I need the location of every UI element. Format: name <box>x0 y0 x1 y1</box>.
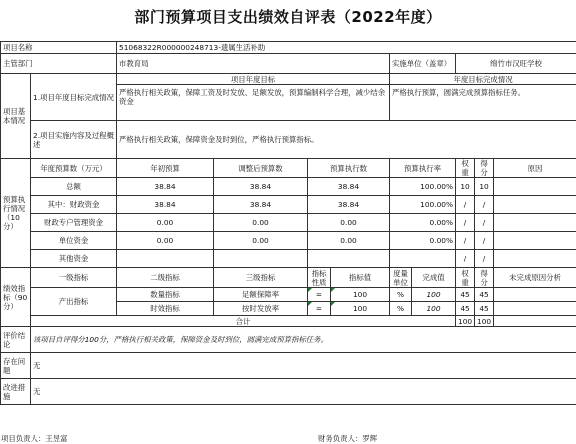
budget-executed: 38.84 <box>308 196 390 214</box>
dept-label: 主管部门 <box>1 54 117 74</box>
overview-row1-label: 1.项目年度目标完成情况 <box>31 74 117 121</box>
budget-row <box>1 214 576 232</box>
overview-section-label: 项目基本情况 <box>1 74 31 159</box>
budget-initial <box>117 250 214 268</box>
budget-rate: 100.00% <box>390 196 456 214</box>
perf-unit: % <box>390 302 412 316</box>
perf-header-level3: 三级指标 <box>214 268 308 288</box>
perf-done: 100 <box>412 302 456 316</box>
budget-row-label: 其他资金 <box>31 250 117 268</box>
budget-header-weight: 权重 <box>456 159 475 178</box>
perf-header-weight: 权重 <box>456 268 475 288</box>
budget-score: / <box>475 214 494 232</box>
budget-adjusted: 38.84 <box>214 178 308 196</box>
perf-score: 45 <box>475 288 494 302</box>
improve-label: 改进措施 <box>1 379 31 405</box>
perf-level2: 时效指标 <box>117 302 214 316</box>
perf-header-level1: 一级指标 <box>31 268 117 288</box>
budget-rate: 0.00% <box>390 214 456 232</box>
project-name-value: 51068322R000000248713-遗属生活补助 <box>117 42 576 54</box>
budget-executed: 38.84 <box>308 178 390 196</box>
total-reason <box>494 316 576 327</box>
finance-lead: 财务负责人：罗辉 <box>318 434 378 443</box>
issues-label: 存在问题 <box>1 353 31 379</box>
budget-initial: 38.84 <box>117 196 214 214</box>
unit-label: 实施单位（盖章） <box>390 54 456 74</box>
perf-value: 100 <box>331 302 390 316</box>
budget-header-initial: 年初预算 <box>117 159 214 178</box>
budget-header-score: 得分 <box>475 159 494 178</box>
budget-section-label: 预算执行情况（10分） <box>1 159 31 268</box>
budget-score: / <box>475 196 494 214</box>
total-score: 100 <box>475 316 494 327</box>
conclusion-label: 评价结论 <box>1 327 31 353</box>
overview-row1-status: 严格执行预算，圆满完成预算指标任务。 <box>390 85 576 121</box>
budget-score: / <box>475 250 494 268</box>
budget-initial: 0.00 <box>117 214 214 232</box>
perf-header-reason: 未完成原因分析 <box>494 268 576 288</box>
budget-rate: 0.00% <box>390 232 456 250</box>
budget-weight: / <box>456 232 475 250</box>
budget-row <box>1 178 576 196</box>
budget-weight: / <box>456 214 475 232</box>
budget-executed <box>308 250 390 268</box>
perf-header-value: 指标值 <box>331 268 390 288</box>
budget-adjusted: 0.00 <box>214 232 308 250</box>
perf-level3: 按时发放率 <box>214 302 308 316</box>
perf-header-nature: 指标性质 <box>308 268 331 288</box>
perf-weight: 45 <box>456 288 475 302</box>
overview-status-header: 年度目标完成情况 <box>390 74 576 85</box>
perf-row <box>1 288 576 302</box>
budget-initial: 38.84 <box>117 178 214 196</box>
conclusion-text: 该项目自评得分100分，严格执行相关政策，保障资金及时到位，圆满完成预算指标任务。 <box>31 327 576 353</box>
budget-reason <box>494 196 576 214</box>
budget-reason <box>494 232 576 250</box>
perf-level3: 足额保障率 <box>214 288 308 302</box>
perf-weight: 45 <box>456 302 475 316</box>
budget-adjusted: 0.00 <box>214 214 308 232</box>
perf-level2: 数量指标 <box>117 288 214 302</box>
perf-reason <box>494 288 576 302</box>
perf-value: 100 <box>331 288 390 302</box>
budget-initial: 0.00 <box>117 232 214 250</box>
budget-score: / <box>475 232 494 250</box>
project-lead: 项目负责人：王昱富 <box>1 434 68 443</box>
page-title: 部门预算项目支出绩效自评表（2022年度） <box>134 8 442 26</box>
project-name-label: 项目名称 <box>1 42 117 54</box>
total-weight: 100 <box>456 316 475 327</box>
evaluation-table <box>0 41 576 405</box>
improve-text: 无 <box>31 379 576 405</box>
budget-adjusted: 38.84 <box>214 196 308 214</box>
budget-row-label: 财政专户管理资金 <box>31 214 117 232</box>
perf-unit: % <box>390 288 412 302</box>
budget-reason <box>494 214 576 232</box>
budget-row <box>1 232 576 250</box>
overview-row1-goal: 严格执行相关政策，保障工资及时发放、足额发放，预算编制科学合理，减少结余资金 <box>117 85 390 121</box>
perf-reason <box>494 302 576 316</box>
perf-level1: 产出指标 <box>31 288 117 316</box>
budget-row <box>1 196 576 214</box>
budget-reason <box>494 250 576 268</box>
budget-header-executed: 预算执行数 <box>308 159 390 178</box>
perf-header-level2: 二级指标 <box>117 268 214 288</box>
overview-row2-label: 2.项目实施内容及过程概述 <box>31 121 117 159</box>
perf-nature: = <box>308 302 331 316</box>
budget-rate: 100.00% <box>390 178 456 196</box>
budget-adjusted <box>214 250 308 268</box>
budget-row-label: 总额 <box>31 178 117 196</box>
budget-header-year: 年度预算数（万元） <box>31 159 117 178</box>
budget-executed: 0.00 <box>308 232 390 250</box>
budget-rate <box>390 250 456 268</box>
issues-text: 无 <box>31 353 576 379</box>
budget-executed: 0.00 <box>308 214 390 232</box>
perf-header-score: 得分 <box>475 268 494 288</box>
perf-nature: = <box>308 288 331 302</box>
budget-row-label: 单位资金 <box>31 232 117 250</box>
total-label: 合计 <box>31 316 456 327</box>
perf-score: 45 <box>475 302 494 316</box>
budget-row <box>1 250 576 268</box>
budget-weight: 10 <box>456 178 475 196</box>
overview-row2-text: 严格执行相关政策，保障资金及时到位，严格执行预算指标。 <box>117 121 576 159</box>
unit-value: 绵竹市汉旺学校 <box>456 54 576 74</box>
overview-goal-header: 项目年度目标 <box>117 74 390 85</box>
budget-header-adjusted: 调整后预算数 <box>214 159 308 178</box>
perf-header-unit: 度量单位 <box>390 268 412 288</box>
budget-row-label: 其中：财政资金 <box>31 196 117 214</box>
budget-header-reason: 原因 <box>494 159 576 178</box>
budget-weight: / <box>456 250 475 268</box>
performance-section-label: 绩效指标（90分） <box>1 268 31 327</box>
budget-weight: / <box>456 196 475 214</box>
dept-value: 市教育局 <box>117 54 390 74</box>
perf-done: 100 <box>412 288 456 302</box>
perf-header-done: 完成值 <box>412 268 456 288</box>
budget-score: 10 <box>475 178 494 196</box>
budget-header-rate: 预算执行率 <box>390 159 456 178</box>
budget-reason <box>494 178 576 196</box>
